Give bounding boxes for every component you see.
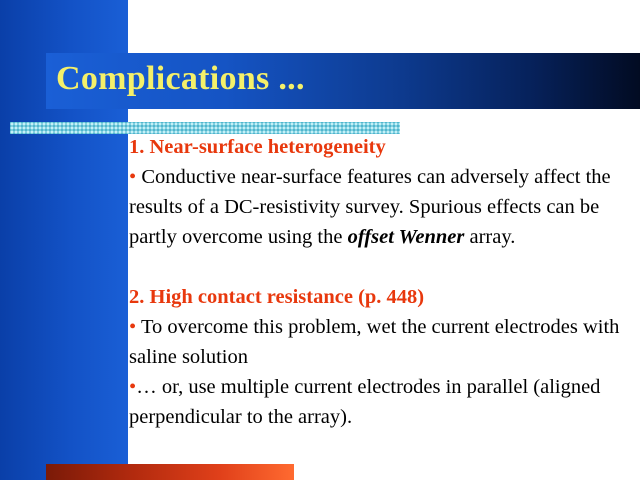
bullet-icon: • xyxy=(129,316,137,338)
section-1-bullet-1-text: Conductive near-surface features can adversely affect the results of a DC-resistivity survey. Spurious effects can be partly overcome using the xyxy=(129,166,611,248)
section-2-bullet-2 xyxy=(129,372,635,432)
section-1-bullet-1-emphasis: offset Wenner xyxy=(347,226,465,248)
section-2-bullet-1 xyxy=(129,312,635,372)
section-heading-1: 1. Near-surface heterogeneity xyxy=(129,136,386,158)
section-1-bullet-1-tail: array. xyxy=(464,226,516,248)
slide-body xyxy=(129,132,635,432)
section-2-bullet-1-text: To overcome this problem, wet the current electrodes with saline solution xyxy=(129,316,620,368)
section-1-bullet-1 xyxy=(129,162,635,252)
section-heading-2: 2. High contact resistance (p. 448) xyxy=(129,286,425,308)
slide-title: Complications ... xyxy=(56,60,305,97)
bullet-icon: • xyxy=(129,166,137,188)
section-spacer xyxy=(129,252,635,282)
bullet-icon: • xyxy=(129,376,137,398)
section-2-bullet-2-text: … or, use multiple current electrodes in parallel (aligned perpendicular to the array). xyxy=(129,376,601,428)
bottom-accent-bar xyxy=(46,464,294,480)
